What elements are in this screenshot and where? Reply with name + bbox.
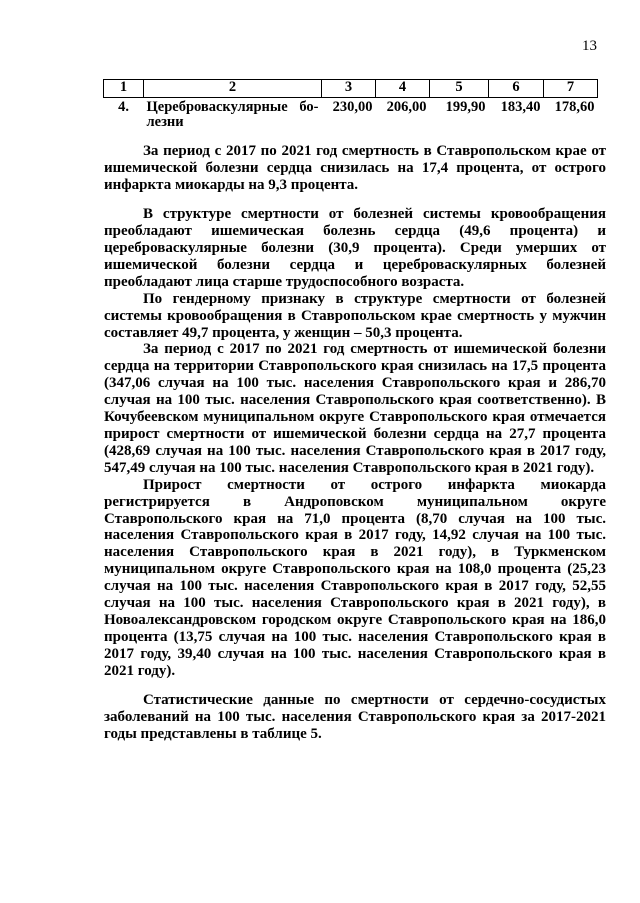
body-text [104,143,606,755]
row-value: 199,90 [445,99,486,115]
row-value: 206,00 [386,99,427,115]
row-value: 178,60 [554,99,595,115]
table-header-cell: 1 [104,80,144,98]
paragraph: За период с 2017 по 2021 год смертность от ишемической болезни сердца на территории Ставропольского края снизилась на 17,5 процента (347,06 случая на 100 тыс. населения Ставропольского края и 286,70 случая на 100 тыс. населения Ставропольского края соответственно). В Кочубеевском муниципальном округе Ставропольского края отмечается прирост смертности от ишемической болезни сердца на 27,7 процента (428,69 случая на 100 тыс. населения Ставропольского края в 2017 году, 547,49 случая на 100 тыс. населения Ставропольского края в 2021 году). [104,341,606,476]
table-row [104,98,598,131]
table-header-cell: 6 [489,80,544,98]
row-value: 230,00 [332,99,373,115]
page-number: 13 [582,38,597,54]
paragraph: По гендерному признаку в структуре смертности от болезней системы кровообращения в Ставропольском крае смертность у мужчин составляет 49,7 процента, у женщин – 50,3 процента. [104,290,606,341]
table-header-cell: 3 [322,80,376,98]
mortality-table [103,79,598,130]
row-number: 4. [118,99,129,115]
paragraph: Прирост смертности от острого инфаркта миокарда регистрируется в Андроповском муниципальном округе Ставропольского края на 71,0 процента (8,70 случая на 100 тыс. населения Ставропольского края в 2017 году, 14,92 случая на 100 тыс. населения Ставропольского края в 2021 году), в Туркменском муниципальном округе Ставропольского края на 108,0 процента (25,23 случая на 100 тыс. населения Ставропольского края в 2017 году, 52,55 случая на 100 тыс. населения Ставропольского края в 2021 году), в Новоалександровском городском округе Ставропольского края на 186,0 процента (13,75 случая на 100 тыс. населения Ставропольского края в 2017 году, 39,40 случая на 100 тыс. населения Ставропольского края в 2021 году). [104,476,606,679]
table-header-cell: 4 [376,80,430,98]
table-header-cell: 2 [144,80,322,98]
row-disease-name [144,98,322,131]
row-disease-name-line1: Цереброваскулярные бо- [146,99,319,115]
table-header-row [104,80,598,98]
row-disease-name-line2: лезни [146,114,184,130]
table-header-cell: 5 [430,80,489,98]
table-header-cell: 7 [544,80,598,98]
paragraph: За период с 2017 по 2021 год смертность в Ставропольском крае от ишемической болезни сердца снизилась на 17,4 процента, от острого инфаркта миокарды на 9,3 процента. [104,143,606,193]
paragraph: В структуре смертности от болезней системы кровообращения преобладают ишемическая болезнь сердца (49,6 процента) и цереброваскулярные болезни (30,9 процента). Среди умерших от ишемической болезни сердца и цереброваскулярных болезней преобладают лица старше трудоспособного возраста. [104,206,606,290]
row-value: 183,40 [500,99,541,115]
paragraph: Статистические данные по смертности от сердечно-сосудистых заболеваний на 100 тыс. населения Ставропольского края за 2017-2021 годы представлены в таблице 5. [104,692,606,742]
